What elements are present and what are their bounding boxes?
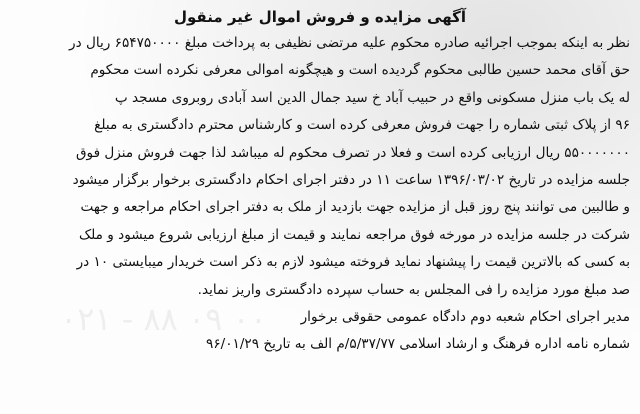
body-line: حق آقای محمد حسین طالبی محکوم گردیده است و هیچگونه اموالی معرفی نکرده است محکوم <box>90 62 630 79</box>
body-line: به کسی که بالاترین قیمت را پیشنهاد نماید فروخته میشود لازم به ذکر است خریدار میبایستی ۱۰ در <box>76 254 630 271</box>
body-line: ۵۵۰۰۰۰۰۰۰ ریال ارزیابی کرده است و فعلا در تصرف محکوم له میباشد لذا جهت فروش منزل فوق <box>76 144 630 161</box>
body-line: ۹۶ از پلاک ثبتی شماره را جهت فروش معرفی کرده است و کارشناس محترم دادگستری به مبلغ <box>94 117 630 134</box>
body-line: له یک باب منزل مسکونی واقع در حبیب آباد خ سید جمال الدین اسد آبادی روبروی مسجد پ <box>114 89 630 106</box>
license-line: شماره نامه اداره فرهنگ و ارشاد اسلامی ۵/۳۷/۷۷/م الف به تاریخ ۹۶/۰۱/۲۹ <box>206 336 630 353</box>
body-line: صد مبلغ مورد مزایده را فی المجلس به حساب سپرده دادگستری واریز نماید. <box>197 281 630 298</box>
body-line: نظر به اینکه بموجب اجرائیه صادره محکوم علیه مرتضی نظیفی به پرداخت مبلغ ۶۵۴۷۵۰۰۰۰ ریال در <box>69 35 630 51</box>
signature-line: مدیر اجرای احکام شعبه دوم دادگاه عمومی حقوقی برخوار <box>300 309 630 326</box>
notice-body <box>10 30 630 304</box>
body-line: جلسه مزایده در تاریخ ۱۳۹۶/۰۳/۰۲ ساعت ۱۱ در دفتر اجرای احکام دادگستری برخوار برگزار میشود <box>72 172 630 189</box>
body-line: و طالبین می توانند پنج روز قبل از مزایده جهت بازدید از ملک به دفتر اجرای احکام مراجعه و جهت <box>80 199 630 216</box>
notice-title: آگهی مزایده و فروش اموال غیر منقول <box>173 8 466 26</box>
body-line: شرکت در جلسه مزایده در مورخه فوق مراجعه نمایند و قیمت از مبلغ ارزیابی شروع میشود و ملک <box>78 226 630 243</box>
